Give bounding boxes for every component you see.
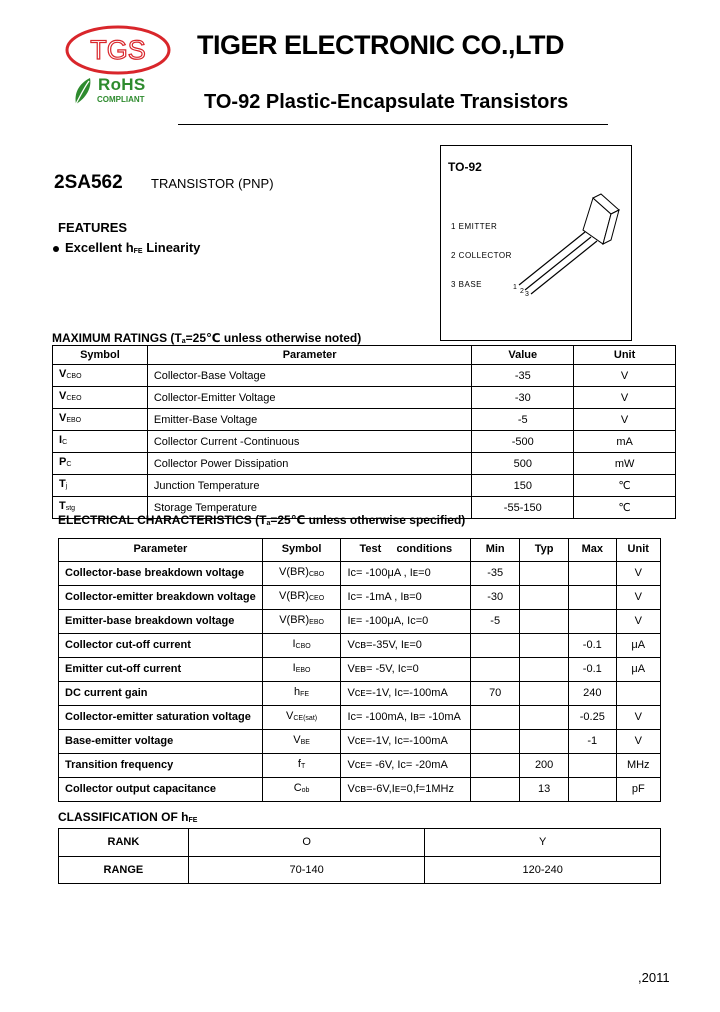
unit-cell: V bbox=[616, 609, 661, 633]
parameter-cell: Collector Current -Continuous bbox=[147, 431, 471, 453]
leaf-icon bbox=[72, 76, 94, 106]
table-row bbox=[59, 681, 661, 705]
symbol-cell: $I_{CBO}$ bbox=[262, 633, 341, 657]
rohs-title: RoHS bbox=[98, 75, 146, 94]
value-cell: -500 bbox=[472, 431, 574, 453]
unit-cell: V bbox=[616, 729, 661, 753]
column-header: Symbol bbox=[53, 346, 148, 365]
table-row bbox=[53, 365, 676, 387]
to92-package-icon bbox=[511, 186, 621, 296]
unit-cell bbox=[616, 681, 661, 705]
min-cell bbox=[471, 777, 520, 801]
table-row bbox=[59, 705, 661, 729]
company-name: TIGER ELECTRONIC CO.,LTD bbox=[197, 30, 564, 60]
unit-cell: V bbox=[616, 561, 661, 585]
symbol-cell: $V(BR)_{CBO}$ bbox=[262, 561, 341, 585]
class-cell: 120-240 bbox=[425, 856, 661, 884]
parameter-cell: Emitter cut-off current bbox=[59, 657, 263, 681]
electrical-heading: ELECTRICAL CHARACTERISTICS ($T_a=25℃$ unless otherwise specified) bbox=[58, 513, 466, 527]
parameter-cell: Collector-Emitter Voltage bbox=[147, 387, 471, 409]
parameter-cell: Emitter-base breakdown voltage bbox=[59, 609, 263, 633]
min-cell: -30 bbox=[471, 585, 520, 609]
typ-cell: 13 bbox=[520, 777, 569, 801]
tgs-logo bbox=[65, 25, 171, 75]
parameter-cell: Collector-emitter saturation voltage bbox=[59, 705, 263, 729]
table-row bbox=[53, 387, 676, 409]
table-row bbox=[53, 453, 676, 475]
unit-cell: mW bbox=[574, 453, 676, 475]
min-cell bbox=[471, 657, 520, 681]
typ-cell bbox=[520, 609, 569, 633]
classification-heading: CLASSIFICATION OF $h_{FE}$ bbox=[58, 810, 198, 824]
pin-number: 1 bbox=[513, 284, 517, 291]
min-cell: 70 bbox=[471, 681, 520, 705]
document-subtitle: TO-92 Plastic-Encapsulate Transistors bbox=[204, 91, 569, 113]
typ-cell bbox=[520, 729, 569, 753]
unit-cell: μA bbox=[616, 657, 661, 681]
column-header: Symbol bbox=[262, 539, 341, 562]
pin-label: 3 BASE bbox=[451, 280, 483, 289]
symbol-cell: $I_C$ bbox=[53, 431, 148, 453]
min-cell bbox=[471, 705, 520, 729]
min-cell: -35 bbox=[471, 561, 520, 585]
max-cell: -0.1 bbox=[569, 633, 616, 657]
parameter-cell: Collector-emitter breakdown voltage bbox=[59, 585, 263, 609]
package-diagram bbox=[440, 145, 632, 341]
max-cell bbox=[569, 609, 616, 633]
table-row bbox=[59, 609, 661, 633]
condition-cell: Vᴄʙ=-6V,Iᴇ=0,f=1MHz bbox=[341, 777, 471, 801]
part-type: TRANSISTOR (PNP) bbox=[151, 176, 274, 191]
column-header: Unit bbox=[574, 346, 676, 365]
typ-cell: 200 bbox=[520, 753, 569, 777]
unit-cell: V bbox=[574, 365, 676, 387]
column-header: Unit bbox=[616, 539, 661, 562]
unit-cell: ℃ bbox=[574, 497, 676, 519]
typ-cell bbox=[520, 633, 569, 657]
column-header: Max bbox=[569, 539, 616, 562]
value-cell: 150 bbox=[472, 475, 574, 497]
max-cell: 240 bbox=[569, 681, 616, 705]
classification-table bbox=[58, 828, 661, 884]
class-cell: Y bbox=[425, 829, 661, 857]
class-cell: 70-140 bbox=[188, 856, 425, 884]
typ-cell bbox=[520, 681, 569, 705]
max-cell: -1 bbox=[569, 729, 616, 753]
parameter-cell: Collector-Base Voltage bbox=[147, 365, 471, 387]
symbol-cell: $V_{EBO}$ bbox=[53, 409, 148, 431]
table-row bbox=[59, 657, 661, 681]
condition-cell: Vᴄᴇ=-1V, Iс=-100mA bbox=[341, 729, 471, 753]
unit-cell: V bbox=[574, 387, 676, 409]
condition-cell: Iᴇ= -100μA, Iс=0 bbox=[341, 609, 471, 633]
max-ratings-table bbox=[52, 345, 676, 519]
symbol-cell: $P_C$ bbox=[53, 453, 148, 475]
value-cell: -5 bbox=[472, 409, 574, 431]
parameter-cell: Emitter-Base Voltage bbox=[147, 409, 471, 431]
column-header: Value bbox=[472, 346, 574, 365]
typ-cell bbox=[520, 705, 569, 729]
logo-text: TGS bbox=[90, 35, 146, 65]
parameter-cell: Collector output capacitance bbox=[59, 777, 263, 801]
typ-cell bbox=[520, 561, 569, 585]
parameter-cell: Collector cut-off current bbox=[59, 633, 263, 657]
symbol-cell: $f_T$ bbox=[262, 753, 341, 777]
pin-number: 3 bbox=[525, 291, 529, 296]
unit-cell: V bbox=[616, 705, 661, 729]
condition-cell: Iс= -100μA , Iᴇ=0 bbox=[341, 561, 471, 585]
condition-cell: Iс= -1mA , Iʙ=0 bbox=[341, 585, 471, 609]
rohs-subtitle: COMPLIANT bbox=[97, 95, 145, 104]
min-cell bbox=[471, 729, 520, 753]
max-cell bbox=[569, 561, 616, 585]
parameter-cell: Collector Power Dissipation bbox=[147, 453, 471, 475]
value-cell: 500 bbox=[472, 453, 574, 475]
max-cell: -0.25 bbox=[569, 705, 616, 729]
part-number: 2SA562 bbox=[54, 172, 123, 193]
unit-cell: V bbox=[616, 585, 661, 609]
symbol-cell: $V_{BE}$ bbox=[262, 729, 341, 753]
symbol-cell: $V_{CE(sat)}$ bbox=[262, 705, 341, 729]
column-header: Test conditions bbox=[341, 539, 471, 562]
condition-cell: Vᴄʙ=-35V, Iᴇ=0 bbox=[341, 633, 471, 657]
symbol-cell: $V_{CBO}$ bbox=[53, 365, 148, 387]
table-row bbox=[59, 777, 661, 801]
column-header: Typ bbox=[520, 539, 569, 562]
typ-cell bbox=[520, 657, 569, 681]
parameter-cell: Transition frequency bbox=[59, 753, 263, 777]
value-cell: -30 bbox=[472, 387, 574, 409]
column-header: Min bbox=[471, 539, 520, 562]
package-title: TO-92 bbox=[448, 160, 482, 174]
electrical-table bbox=[58, 538, 661, 802]
feature-item: Excellent $h_{FE}$ Linearity bbox=[53, 240, 200, 255]
column-header: Parameter bbox=[59, 539, 263, 562]
parameter-cell: Junction Temperature bbox=[147, 475, 471, 497]
symbol-cell: $h_{FE}$ bbox=[262, 681, 341, 705]
symbol-cell: $V(BR)_{EBO}$ bbox=[262, 609, 341, 633]
max-cell: -0.1 bbox=[569, 657, 616, 681]
pin-label: 1 EMITTER bbox=[451, 222, 498, 231]
symbol-cell: $T_j$ bbox=[53, 475, 148, 497]
bullet-icon bbox=[53, 246, 59, 252]
condition-cell: Vᴄᴇ=-1V, Iс=-100mA bbox=[341, 681, 471, 705]
symbol-cell: $V(BR)_{CEO}$ bbox=[262, 585, 341, 609]
min-cell bbox=[471, 753, 520, 777]
condition-cell: Iс= -100mA, Iʙ= -10mA bbox=[341, 705, 471, 729]
unit-cell: mA bbox=[574, 431, 676, 453]
table-row bbox=[59, 585, 661, 609]
table-row bbox=[53, 409, 676, 431]
table-row bbox=[59, 753, 661, 777]
symbol-cell: $T_{stg}$ bbox=[53, 497, 148, 519]
unit-cell: V bbox=[574, 409, 676, 431]
pin-number: 2 bbox=[520, 288, 524, 295]
header-divider bbox=[178, 124, 608, 125]
table-row bbox=[59, 829, 661, 857]
symbol-cell: $C_{ob}$ bbox=[262, 777, 341, 801]
max-cell bbox=[569, 585, 616, 609]
max-cell bbox=[569, 777, 616, 801]
table-row bbox=[59, 561, 661, 585]
max-cell bbox=[569, 753, 616, 777]
symbol-cell: $V_{CEO}$ bbox=[53, 387, 148, 409]
row-label: RANGE bbox=[59, 856, 189, 884]
min-cell bbox=[471, 633, 520, 657]
unit-cell: μA bbox=[616, 633, 661, 657]
typ-cell bbox=[520, 585, 569, 609]
max-ratings-heading: MAXIMUM RATINGS ($T_a=25℃$ unless otherwise noted) bbox=[52, 331, 362, 345]
table-row bbox=[59, 856, 661, 884]
column-header: Parameter bbox=[147, 346, 471, 365]
unit-cell: MHz bbox=[616, 753, 661, 777]
rohs-badge bbox=[72, 74, 172, 108]
table-row bbox=[53, 475, 676, 497]
condition-cell: Vᴇʙ= -5V, Iс=0 bbox=[341, 657, 471, 681]
parameter-cell: Collector-base breakdown voltage bbox=[59, 561, 263, 585]
table-row bbox=[59, 633, 661, 657]
parameter-cell: Base-emitter voltage bbox=[59, 729, 263, 753]
condition-cell: Vᴄᴇ= -6V, Iс= -20mA bbox=[341, 753, 471, 777]
parameter-cell: DC current gain bbox=[59, 681, 263, 705]
table-row bbox=[59, 729, 661, 753]
footer-date: ,2011 bbox=[638, 970, 670, 985]
parameter-cell: Storage Temperature bbox=[147, 497, 471, 519]
min-cell: -5 bbox=[471, 609, 520, 633]
unit-cell: pF bbox=[616, 777, 661, 801]
table-row bbox=[53, 431, 676, 453]
value-cell: -55-150 bbox=[472, 497, 574, 519]
symbol-cell: $I_{EBO}$ bbox=[262, 657, 341, 681]
value-cell: -35 bbox=[472, 365, 574, 387]
features-heading: FEATURES bbox=[58, 220, 128, 235]
unit-cell: ℃ bbox=[574, 475, 676, 497]
row-label: RANK bbox=[59, 829, 189, 857]
class-cell: O bbox=[188, 829, 425, 857]
pin-label: 2 COLLECTOR bbox=[451, 251, 512, 260]
